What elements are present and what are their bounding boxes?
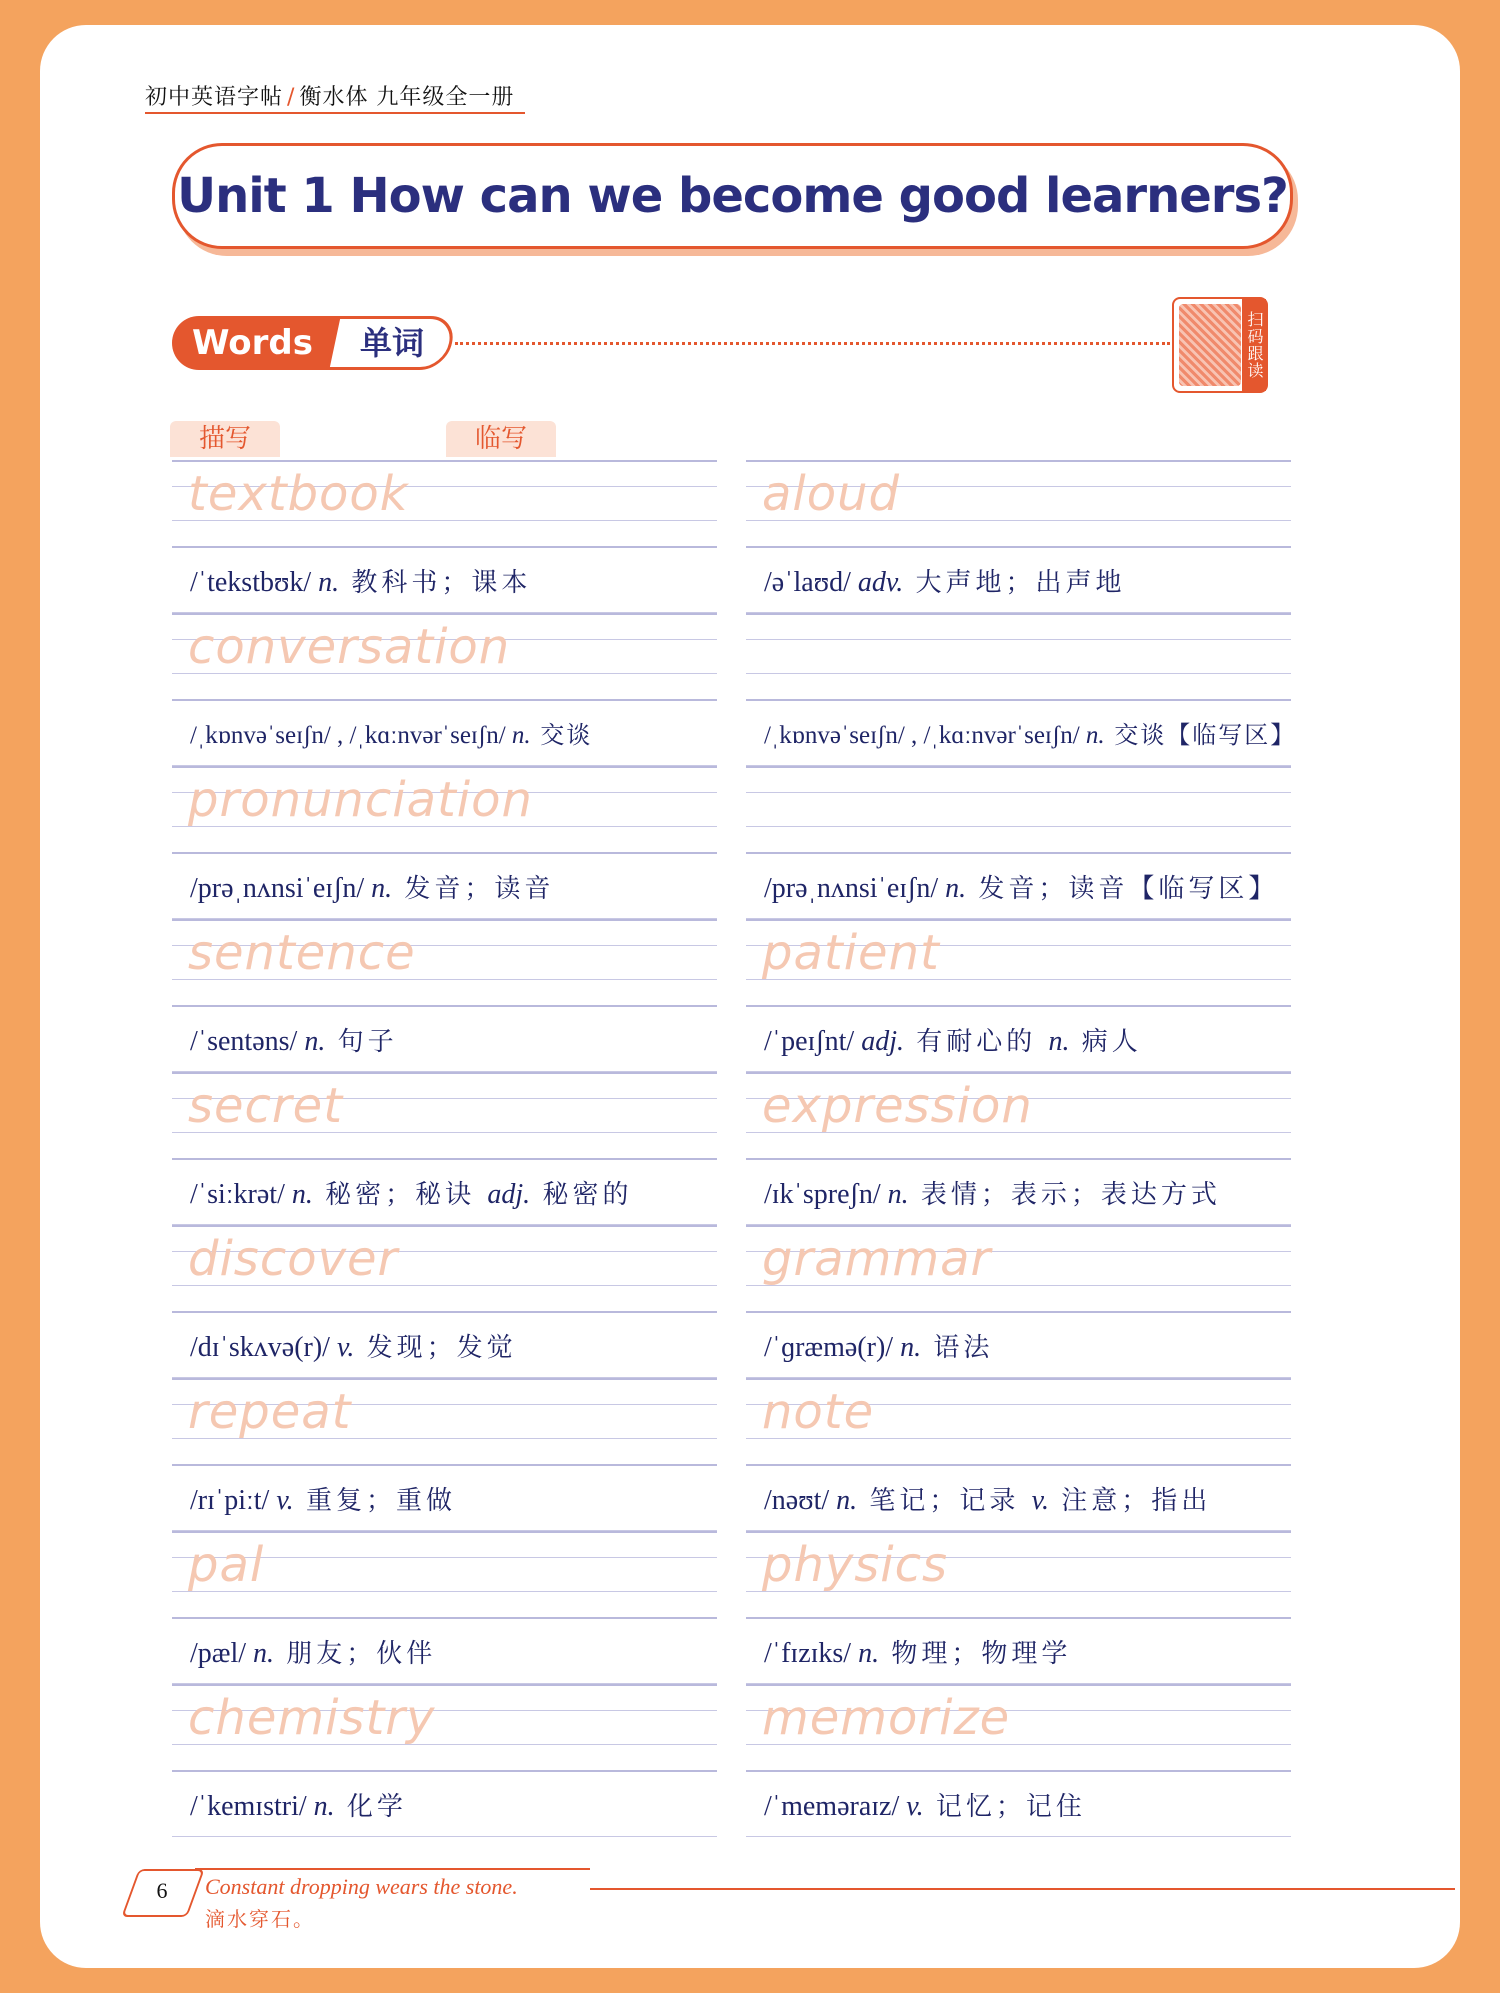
word-definition <box>764 1786 1086 1823</box>
phonetic: /prəˌnʌnsiˈeɪʃn/ <box>190 873 372 904</box>
meaning-cn: 语法 <box>921 1333 994 1363</box>
part-of-speech-2: adj. <box>487 1179 531 1210</box>
meaning-cn: 朋友；伙伴 <box>274 1639 437 1669</box>
trace-word: memorize <box>762 1690 1011 1746</box>
handwriting-lines[interactable] <box>172 460 717 548</box>
word-definition <box>190 715 592 750</box>
header-separator: / <box>287 85 296 110</box>
word-entry <box>746 460 1291 613</box>
trace-word: aloud <box>762 466 901 522</box>
meaning-cn: 大声地；出声地 <box>903 568 1126 598</box>
handwriting-lines[interactable] <box>172 1531 717 1619</box>
word-entry <box>746 1684 1291 1837</box>
guide-line <box>172 1005 717 1007</box>
meaning-cn: 重复；重做 <box>293 1486 456 1516</box>
phonetic: /ˈpeɪʃnt/ <box>764 1026 862 1057</box>
unit-title-banner <box>172 143 1293 249</box>
phonetic: /ˈmeməraɪz/ <box>764 1791 907 1822</box>
part-of-speech: v. <box>276 1485 294 1516</box>
trace-word: conversation <box>188 619 511 675</box>
guide-line <box>746 673 1291 674</box>
trace-word: sentence <box>188 925 416 981</box>
handwriting-lines[interactable] <box>746 1684 1291 1772</box>
guide-line <box>746 1072 1291 1074</box>
guide-line <box>746 460 1291 462</box>
handwriting-lines[interactable] <box>746 460 1291 548</box>
guide-line <box>746 1005 1291 1007</box>
qr-code-button[interactable] <box>1172 297 1268 393</box>
guide-line <box>172 1378 717 1380</box>
word-entry <box>172 919 717 1072</box>
guide-line <box>172 1770 717 1772</box>
guide-line <box>746 639 1291 640</box>
meaning-cn-2: 注意；指出 <box>1049 1486 1212 1516</box>
guide-line <box>746 919 1291 921</box>
handwriting-lines[interactable] <box>172 1225 717 1313</box>
word-entry <box>172 1684 717 1837</box>
part-of-speech-2: v. <box>1031 1485 1050 1516</box>
guide-line <box>746 546 1291 548</box>
part-of-speech: n. <box>836 1485 858 1516</box>
part-of-speech: n. <box>1085 722 1105 749</box>
word-definition <box>764 868 1278 905</box>
word-entry <box>746 613 1297 766</box>
guide-line <box>172 1158 717 1160</box>
phonetic: /ˈsiːkrət/ <box>190 1179 292 1210</box>
phonetic: /ˈtekstbʊk/ <box>190 567 319 598</box>
page-number: 6 <box>156 1878 168 1903</box>
trace-tag: 描写 <box>170 421 280 457</box>
meaning-cn: 化学 <box>334 1792 407 1822</box>
meaning-cn: 秘密；秘诀 <box>312 1180 488 1210</box>
phonetic: /rɪˈpiːt/ <box>190 1485 277 1516</box>
part-of-speech: n. <box>900 1332 922 1363</box>
phonetic: /ɪkˈspreʃn/ <box>764 1179 888 1210</box>
trace-word: grammar <box>762 1231 992 1287</box>
words-label-cn: 单词 <box>359 324 424 362</box>
qr-code-icon <box>1179 304 1241 386</box>
qr-label: 扫码跟读 <box>1242 299 1266 391</box>
guide-line <box>746 766 1291 768</box>
handwriting-lines[interactable] <box>746 1225 1291 1313</box>
word-entry <box>746 919 1291 1072</box>
part-of-speech: adj. <box>861 1026 904 1057</box>
word-entry <box>172 766 717 919</box>
word-entry <box>172 1378 717 1531</box>
word-definition <box>190 562 531 599</box>
word-definition <box>764 1021 1142 1058</box>
handwriting-lines[interactable] <box>746 1072 1291 1160</box>
trace-word: discover <box>188 1231 399 1287</box>
guide-line <box>746 1311 1291 1313</box>
part-of-speech: n. <box>253 1638 275 1669</box>
word-definition <box>190 1327 517 1364</box>
part-of-speech: n. <box>858 1638 880 1669</box>
guide-line <box>172 1311 717 1313</box>
guide-line <box>746 1464 1291 1466</box>
guide-line <box>746 826 1291 827</box>
handwriting-lines[interactable] <box>172 766 717 854</box>
handwriting-lines[interactable] <box>172 1072 717 1160</box>
meaning-cn: 表情；表示；表达方式 <box>908 1180 1221 1210</box>
part-of-speech: v. <box>906 1791 924 1822</box>
guide-line <box>172 546 717 548</box>
right-word-column <box>746 460 1297 1837</box>
phonetic: /nəʊt/ <box>764 1485 837 1516</box>
word-definition <box>190 868 554 905</box>
guide-line <box>172 460 717 462</box>
trace-word: physics <box>762 1537 949 1593</box>
trace-word: note <box>762 1384 875 1440</box>
part-of-speech: n. <box>313 1791 335 1822</box>
guide-line <box>172 1072 717 1074</box>
word-definition <box>764 1633 1071 1670</box>
handwriting-lines[interactable] <box>746 1378 1291 1466</box>
guide-line <box>746 699 1291 701</box>
phonetic: /ˌkɒnvəˈseɪʃn/ , /ˌkɑːnvərˈseɪʃn/ <box>190 722 512 749</box>
word-definition <box>190 1480 456 1517</box>
trace-word: textbook <box>188 466 409 522</box>
part-of-speech: n. <box>371 873 393 904</box>
meaning-cn: 交谈【临写区】 <box>1104 721 1297 749</box>
guide-line <box>172 1531 717 1533</box>
meaning-cn: 笔记；记录 <box>857 1486 1032 1516</box>
part-of-speech: n. <box>304 1026 326 1057</box>
words-label-en: Words <box>172 316 347 370</box>
meaning-cn-2: 秘密的 <box>530 1180 633 1210</box>
meaning-cn: 发音；读音【临写区】 <box>966 874 1279 904</box>
trace-word: expression <box>762 1078 1033 1134</box>
proverb-cn: 滴水穿石。 <box>205 1907 315 1931</box>
guide-line <box>746 1770 1291 1772</box>
handwriting-lines[interactable] <box>746 919 1291 1007</box>
trace-word: chemistry <box>188 1690 436 1746</box>
book-title: 初中英语字帖 <box>145 85 284 110</box>
trace-word: pronunciation <box>188 772 533 828</box>
guide-line <box>172 1225 717 1227</box>
part-of-speech: adv. <box>857 567 904 598</box>
section-dotted-line <box>455 342 1170 345</box>
part-of-speech: n. <box>945 873 967 904</box>
guide-line <box>746 613 1291 615</box>
part-of-speech: n. <box>511 722 531 749</box>
word-entry <box>746 766 1291 919</box>
guide-line <box>746 1531 1291 1533</box>
word-entry <box>172 1072 717 1225</box>
word-definition <box>190 1786 407 1823</box>
phonetic: /ˈkemɪstri/ <box>190 1791 314 1822</box>
word-entry <box>172 613 717 766</box>
handwriting-lines[interactable] <box>172 1378 717 1466</box>
guide-line <box>746 1684 1291 1686</box>
trace-word: repeat <box>188 1384 352 1440</box>
word-entry <box>746 1531 1291 1684</box>
words-section-badge <box>172 316 452 370</box>
entry-separator <box>746 1836 1291 1837</box>
guide-line <box>172 613 717 615</box>
guide-line <box>746 1378 1291 1380</box>
word-definition <box>190 1021 398 1058</box>
word-entry <box>172 1225 717 1378</box>
phonetic: /ˌkɒnvəˈseɪʃn/ , /ˌkɑːnvərˈseɪʃn/ <box>764 722 1086 749</box>
word-definition <box>764 1327 993 1364</box>
word-entry <box>172 460 717 613</box>
guide-line <box>746 1617 1291 1619</box>
guide-line <box>746 1225 1291 1227</box>
word-entry <box>172 1531 717 1684</box>
footer-rule-upper <box>195 1868 590 1870</box>
handwriting-lines[interactable] <box>172 613 717 701</box>
meaning-cn: 有耐心的 <box>903 1027 1049 1057</box>
phonetic: /dɪˈskʌvə(r)/ <box>190 1332 337 1363</box>
word-definition <box>764 562 1126 599</box>
part-of-speech: v. <box>336 1332 355 1363</box>
left-word-column <box>172 460 717 1837</box>
guide-line <box>172 1684 717 1686</box>
word-definition <box>190 1633 436 1670</box>
meaning-cn: 发现；发觉 <box>354 1333 517 1363</box>
phonetic: /əˈlaʊd/ <box>764 567 858 598</box>
guide-line <box>746 792 1291 793</box>
handwriting-lines[interactable] <box>172 1684 717 1772</box>
unit-title: Unit 1 How can we become good learners? <box>177 168 1288 224</box>
part-of-speech: n. <box>291 1179 313 1210</box>
word-entry <box>746 1378 1291 1531</box>
guide-line <box>746 852 1291 854</box>
words-label-cn-box <box>326 316 457 370</box>
header-underline <box>145 112 525 114</box>
guide-line <box>172 919 717 921</box>
trace-word: patient <box>762 925 940 981</box>
meaning-cn: 发音；读音 <box>392 874 555 904</box>
word-definition <box>764 1480 1211 1517</box>
copy-tag: 临写 <box>446 421 556 457</box>
handwriting-lines[interactable] <box>746 1531 1291 1619</box>
handwriting-lines[interactable] <box>746 613 1291 701</box>
handwriting-lines[interactable] <box>746 766 1291 854</box>
word-definition <box>190 1174 632 1211</box>
phonetic: /pæl/ <box>190 1638 254 1669</box>
phonetic: /ˈɡræmə(r)/ <box>764 1332 901 1363</box>
guide-line <box>172 852 717 854</box>
part-of-speech-2: n. <box>1048 1026 1070 1057</box>
guide-line <box>172 699 717 701</box>
phonetic: /ˈfɪzɪks/ <box>764 1638 859 1669</box>
trace-word: secret <box>188 1078 344 1134</box>
footer-rule <box>590 1888 1455 1890</box>
guide-line <box>746 1158 1291 1160</box>
entry-separator <box>172 1836 717 1837</box>
word-definition <box>764 1174 1221 1211</box>
phonetic: /prəˌnʌnsiˈeɪʃn/ <box>764 873 946 904</box>
meaning-cn-2: 病人 <box>1069 1027 1142 1057</box>
part-of-speech: n. <box>887 1179 909 1210</box>
book-header <box>145 80 514 111</box>
meaning-cn: 句子 <box>325 1027 398 1057</box>
word-definition <box>764 715 1296 750</box>
phonetic: /ˈsentəns/ <box>190 1026 305 1057</box>
trace-word: pal <box>188 1537 265 1593</box>
part-of-speech: n. <box>318 567 340 598</box>
handwriting-lines[interactable] <box>172 919 717 1007</box>
meaning-cn: 物理；物理学 <box>879 1639 1072 1669</box>
meaning-cn: 教科书；课本 <box>339 568 532 598</box>
meaning-cn: 交谈 <box>530 721 593 749</box>
meaning-cn: 记忆；记住 <box>923 1792 1086 1822</box>
guide-line <box>172 1617 717 1619</box>
guide-line <box>172 1464 717 1466</box>
proverb-en: Constant dropping wears the stone. <box>205 1874 518 1899</box>
word-entry <box>746 1225 1291 1378</box>
book-edition: 衡水体 九年级全一册 <box>299 85 515 110</box>
guide-line <box>172 766 717 768</box>
word-entry <box>746 1072 1291 1225</box>
